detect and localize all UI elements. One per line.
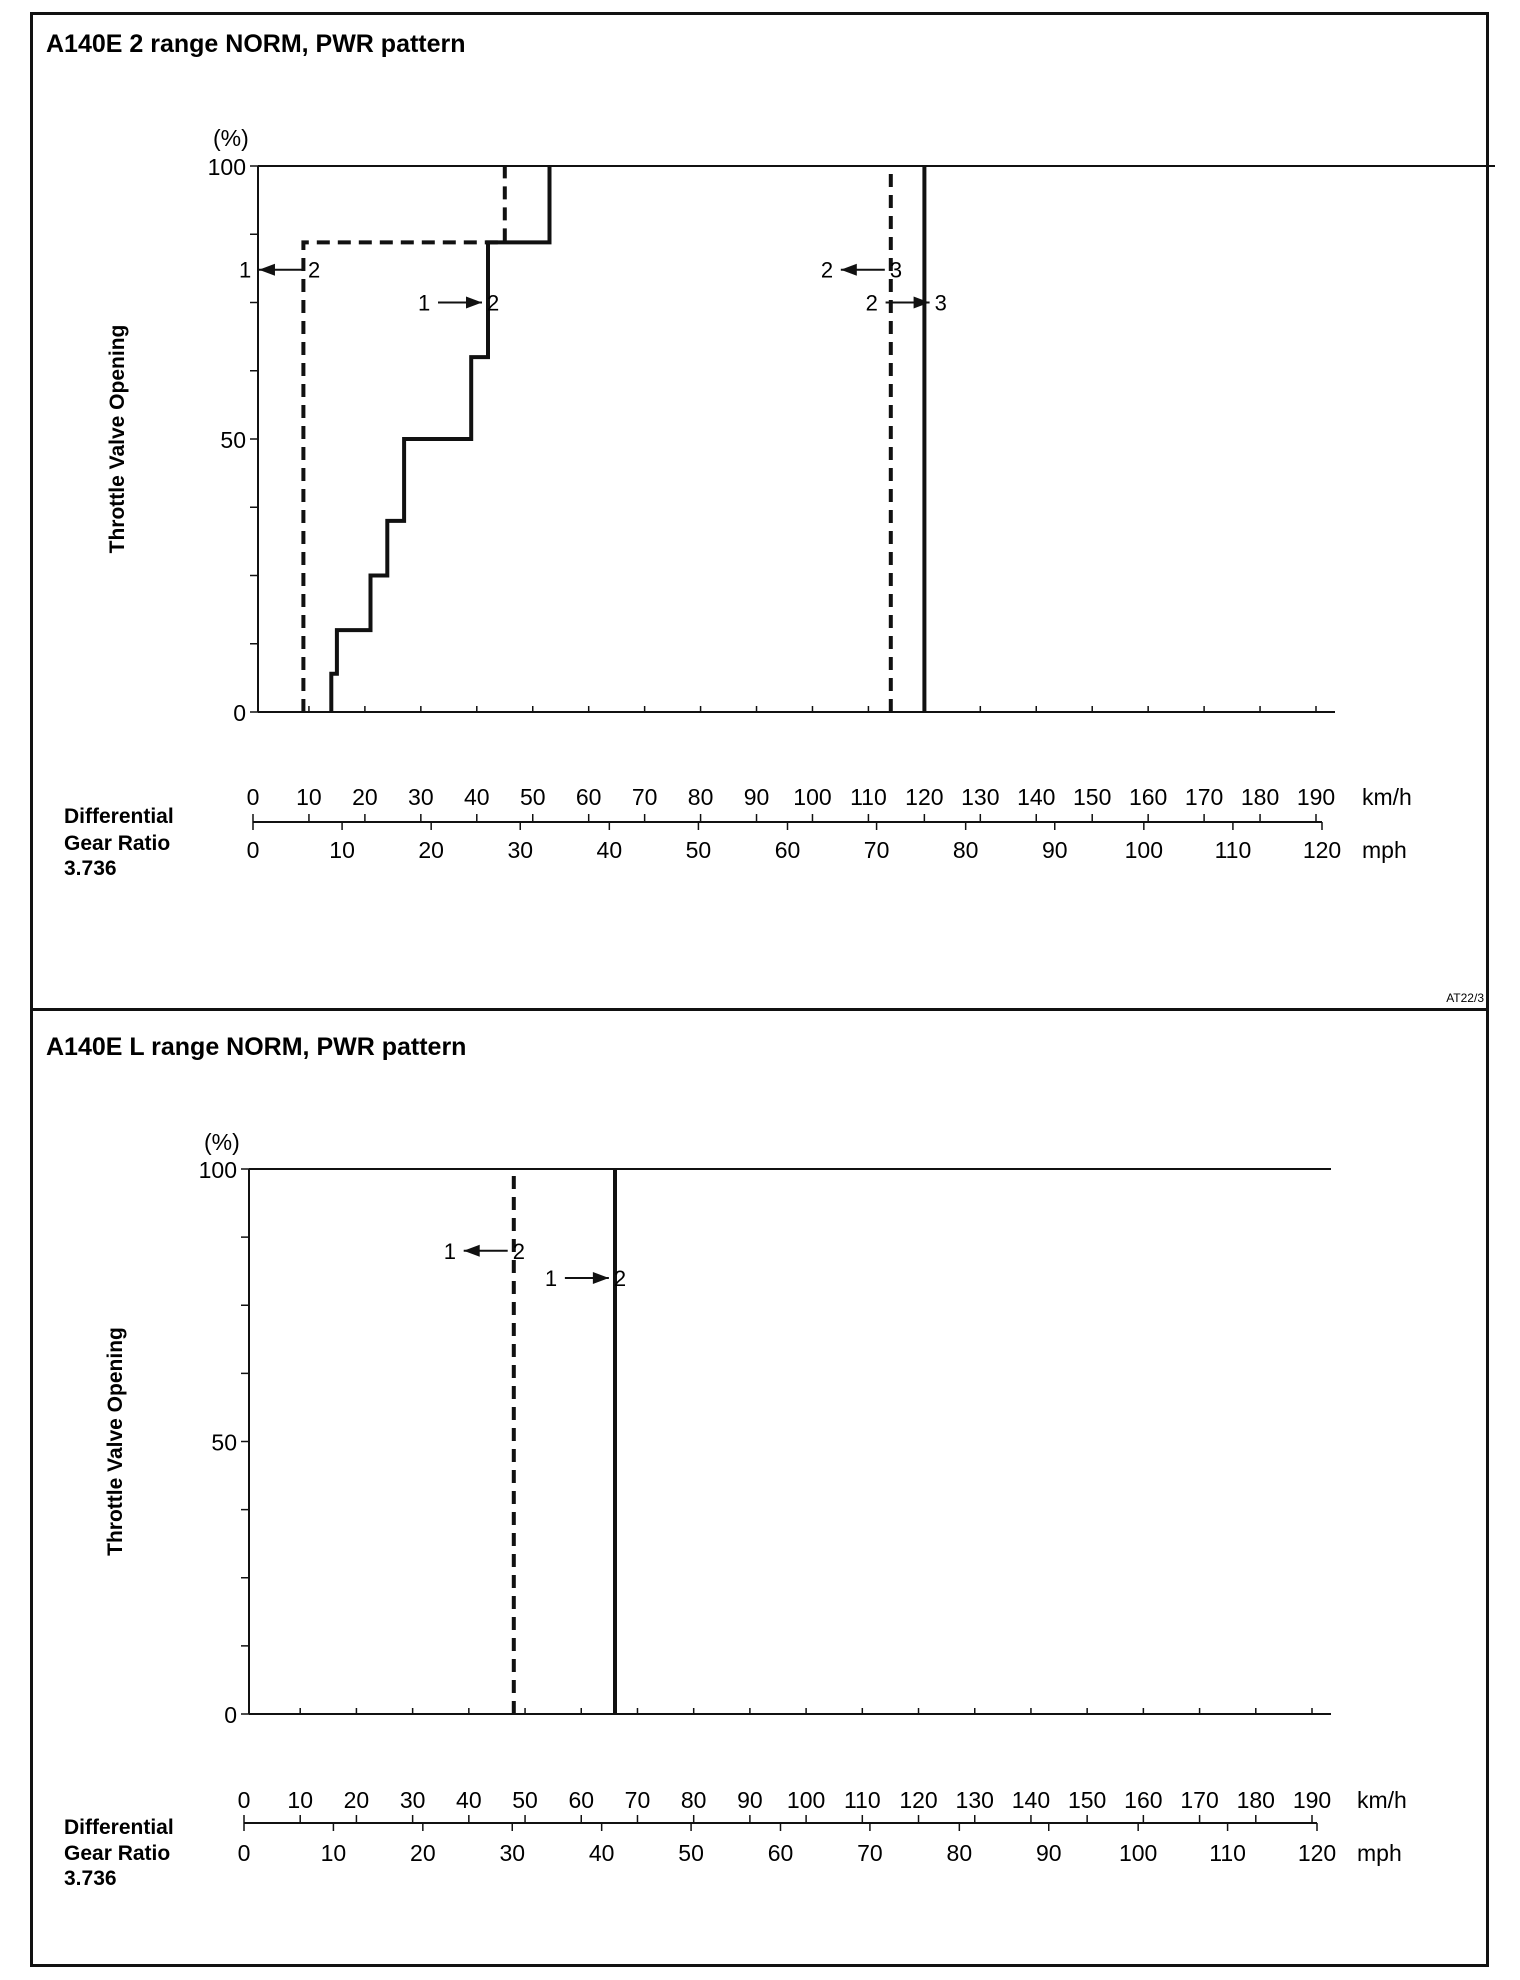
chart-lrange-kmh-tick-label: 70 — [624, 1787, 651, 1813]
chart-2range-kmh-tick-label: 70 — [631, 784, 658, 810]
chart-2range-kmh-tick-label: 90 — [743, 784, 770, 810]
chart-2range-mph-tick-label: 80 — [952, 837, 979, 863]
chart-2range-kmh-tick-label: 180 — [1240, 784, 1280, 810]
chart-2range-kmh-tick-label: 160 — [1128, 784, 1168, 810]
chart-lrange-kmh-tick-label: 110 — [843, 1787, 881, 1813]
chart-lrange-mph-tick-label: 100 — [1118, 1840, 1158, 1866]
chart-lrange-mph-tick-label: 60 — [767, 1840, 794, 1866]
chart-2range-kmh-tick-label: 100 — [793, 784, 832, 810]
chart-2range-axis-caption: Differential — [64, 805, 174, 828]
chart-lrange-shift-label-from: 1 — [443, 1238, 456, 1264]
chart-lrange-kmh-tick-label: 100 — [786, 1787, 826, 1813]
chart-lrange-shift-label-to: 2 — [613, 1266, 627, 1291]
chart-2range-kmh-tick-label: 190 — [1296, 784, 1336, 810]
chart-2range-mph-tick-label: 10 — [329, 837, 355, 863]
chart-lrange-kmh-tick-label: 40 — [456, 1787, 482, 1813]
chart-lrange-kmh-tick-label: 80 — [680, 1787, 707, 1813]
chart-2range-mph-tick-label: 120 — [1302, 837, 1342, 863]
chart-2range-mph-tick-label: 40 — [596, 837, 623, 863]
chart-2range-kmh-unit: km/h — [1362, 784, 1412, 810]
chart-lrange-axis-caption: 3.736 — [64, 1867, 117, 1890]
chart-lrange-mph-tick-label: 50 — [678, 1840, 704, 1866]
chart-2range-kmh-tick-label: 20 — [352, 784, 378, 810]
chart-lrange-kmh-tick-label: 0 — [237, 1787, 251, 1813]
chart-2range-figure-code: AT22/3 — [1446, 991, 1484, 1005]
chart-lrange-y-axis-title: Throttle Valve Opening — [104, 1327, 127, 1556]
chart-2range-shift-label-from: 2 — [865, 290, 878, 316]
chart-2range-mph-tick-label: 0 — [246, 837, 260, 863]
chart-lrange-kmh-tick-label: 90 — [737, 1787, 763, 1813]
chart-lrange-shift-arrowhead — [464, 1245, 480, 1257]
chart-2range-y-unit: (%) — [213, 125, 249, 151]
chart-lrange-kmh-tick-label: 50 — [512, 1787, 538, 1813]
chart-lrange-kmh-tick-label: 10 — [287, 1787, 314, 1813]
chart-lrange-mph-tick-label: 110 — [1209, 1840, 1246, 1866]
chart-lrange-mph-tick-label: 30 — [499, 1840, 526, 1866]
chart-lrange-mph-tick-label: 0 — [237, 1840, 251, 1866]
chart-2range-kmh-tick-label: 130 — [961, 784, 1000, 810]
chart-2range-y-tick-label: 100 — [207, 154, 246, 180]
chart-lrange-kmh-tick-label: 30 — [399, 1787, 426, 1813]
chart-2range-kmh-tick-label: 10 — [296, 784, 322, 810]
chart-2range-kmh-tick-label: 50 — [519, 784, 546, 810]
chart-2range-y-tick-label: 50 — [220, 427, 246, 453]
chart-lrange-kmh-tick-label: 120 — [899, 1787, 938, 1813]
chart-lrange-shift-label-to: 2 — [512, 1238, 525, 1264]
chart-lrange-mph-tick-label: 120 — [1297, 1840, 1337, 1866]
chart-2range-mph-tick-label: 20 — [418, 837, 444, 863]
chart-lrange-kmh-unit: km/h — [1357, 1787, 1407, 1813]
chart-2range-title: A140E 2 range NORM, PWR pattern — [46, 30, 466, 58]
chart-lrange-shift-arrowhead — [593, 1272, 609, 1284]
chart-lrange-y-tick-label: 0 — [224, 1702, 237, 1728]
chart-2range-mph-tick-label: 110 — [1214, 837, 1252, 863]
chart-2range-mph-unit: mph — [1362, 837, 1407, 863]
chart-2range-mph-tick-label: 50 — [685, 837, 712, 863]
chart-lrange-kmh-tick-label: 170 — [1180, 1787, 1219, 1813]
chart-lrange-mph-tick-label: 70 — [857, 1840, 883, 1866]
chart-lrange-title: A140E L range NORM, PWR pattern — [46, 1033, 467, 1061]
chart-2range-shift-label-to: 2 — [487, 290, 500, 316]
chart-2range-series-upshift — [331, 166, 549, 712]
chart-2range-kmh-tick-label: 40 — [463, 784, 490, 810]
chart-lrange-mph-tick-label: 20 — [410, 1840, 436, 1866]
chart-2range-kmh-tick-label: 0 — [246, 784, 260, 810]
chart-2range-shift-label-to: 3 — [934, 290, 947, 316]
chart-lrange-mph-tick-label: 10 — [320, 1840, 347, 1866]
chart-2range-mph-tick-label: 90 — [1041, 837, 1068, 863]
chart-2range-axis-caption: Gear Ratio — [64, 832, 171, 855]
chart-lrange-kmh-tick-label: 20 — [343, 1787, 370, 1813]
chart-2range-mph-tick-label: 100 — [1124, 837, 1164, 863]
chart-lrange-kmh-tick-label: 190 — [1292, 1787, 1332, 1813]
chart-2range-kmh-tick-label: 60 — [575, 784, 602, 810]
chart-2range-y-tick-label: 0 — [233, 700, 246, 726]
chart-lrange-kmh-tick-label: 160 — [1124, 1787, 1163, 1813]
chart-2range-mph-tick-label: 60 — [774, 837, 801, 863]
chart-2range-shift-label-from: 1 — [238, 257, 252, 283]
chart-2range-kmh-tick-label: 30 — [408, 784, 434, 810]
chart-2range-kmh-tick-label: 150 — [1073, 784, 1112, 810]
chart-lrange-axis-caption: Differential — [64, 1816, 174, 1839]
chart-2range-kmh-tick-label: 170 — [1184, 784, 1224, 810]
chart-lrange-mph-tick-label: 40 — [588, 1840, 615, 1866]
chart-lrange-y-tick-label: 50 — [211, 1429, 237, 1456]
chart-2range-shift-label-to: 3 — [889, 257, 903, 283]
chart-2range-shift-arrowhead — [466, 297, 482, 309]
chart-lrange-mph-unit: mph — [1357, 1840, 1402, 1866]
chart-2range-mph-tick-label: 70 — [863, 837, 890, 863]
chart-lrange-shift-label-from: 1 — [544, 1266, 558, 1291]
chart-lrange-kmh-tick-label: 130 — [955, 1787, 994, 1813]
chart-2range-shift-arrowhead — [841, 264, 857, 276]
chart-2range-shift-label-from: 1 — [418, 290, 431, 316]
chart-lrange-kmh-tick-label: 140 — [1011, 1787, 1051, 1813]
chart-lrange-mph-tick-label: 80 — [946, 1840, 973, 1866]
chart-lrange-y-unit: (%) — [204, 1129, 240, 1155]
chart-2range-kmh-tick-label: 110 — [850, 784, 887, 810]
chart-2range-shift-label-to: 2 — [307, 257, 321, 283]
chart-2range-shift-arrowhead — [259, 264, 275, 276]
chart-2range-kmh-tick-label: 140 — [1017, 784, 1056, 810]
chart-lrange-mph-tick-label: 90 — [1035, 1840, 1062, 1866]
chart-lrange-kmh-tick-label: 180 — [1236, 1787, 1275, 1813]
chart-lrange-kmh-tick-label: 60 — [568, 1787, 595, 1813]
chart-lrange-axis-caption: Gear Ratio — [64, 1842, 171, 1865]
chart-2range-kmh-tick-label: 80 — [687, 784, 714, 810]
chart-lrange-kmh-tick-label: 150 — [1067, 1787, 1107, 1813]
chart-lrange-y-tick-label: 100 — [198, 1157, 237, 1183]
chart-2range-y-axis-title: Throttle Valve Opening — [106, 324, 129, 554]
chart-2range-mph-tick-label: 30 — [507, 837, 534, 863]
chart-2range-axis-caption: 3.736 — [64, 857, 117, 880]
chart-2range-shift-arrowhead — [914, 297, 930, 309]
chart-2range-shift-label-from: 2 — [820, 257, 834, 283]
chart-2range-kmh-tick-label: 120 — [905, 784, 944, 810]
